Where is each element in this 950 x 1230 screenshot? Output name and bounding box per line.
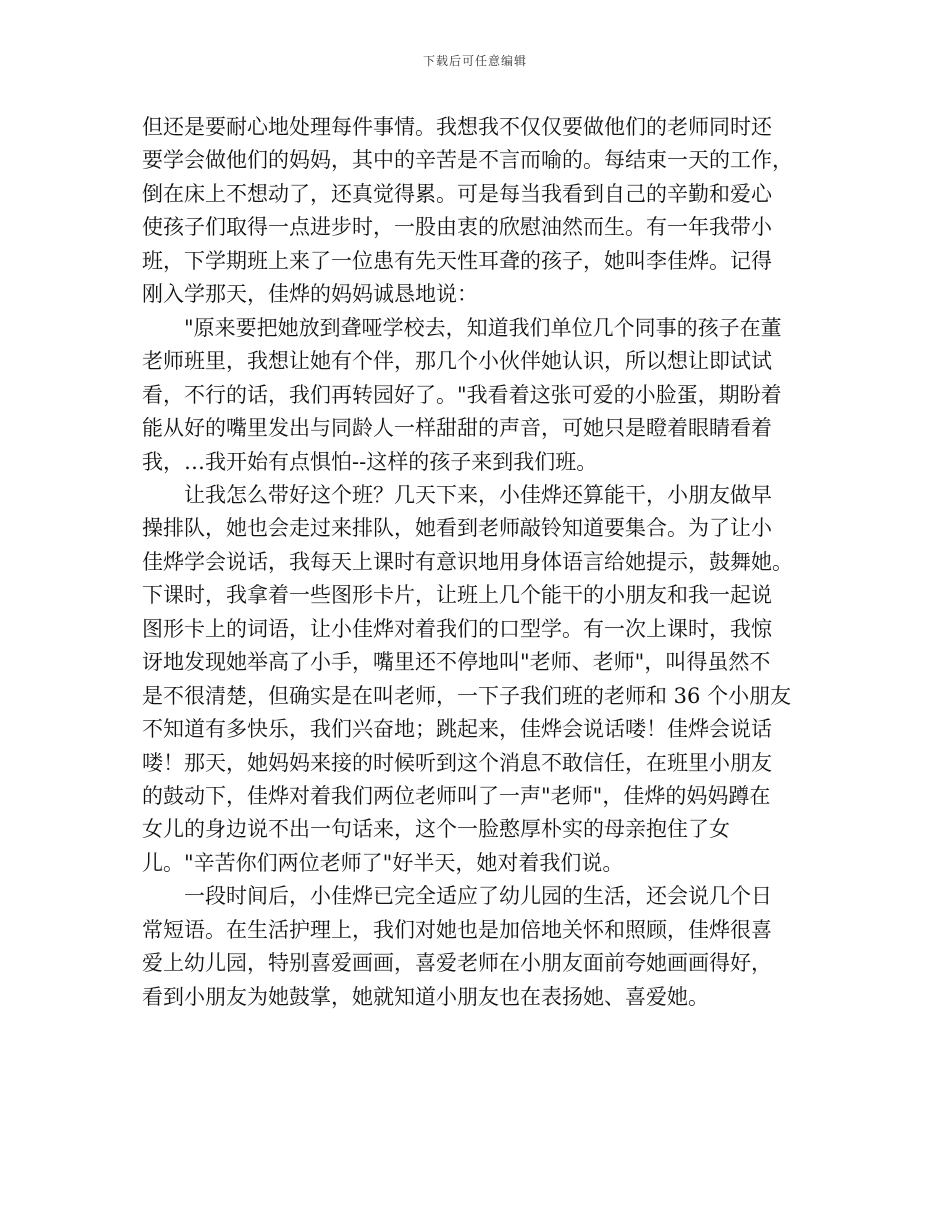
text-line: "原来要把她放到聋哑学校去，知道我们单位几个同事的孩子在董 [142,316,782,340]
text-line: 倒在床上不想动了，还真觉得累。可是每当我看到自己的辛勤和爱心 [142,182,772,206]
text-line: 儿。"辛苦你们两位老师了"好半天，她对着我们说。 [142,851,624,875]
text-line: 班，下学期班上来了一位患有先天性耳聋的孩子，她叫李佳烨。记得 [142,249,772,273]
page-header: 下载后可任意编辑 [422,54,527,68]
text-line: 的鼓动下，佳烨对着我们两位老师叫了一声"老师"，佳烨的妈妈蹲在 [142,784,771,808]
text-line: 一段时间后，小佳烨已完全适应了幼儿园的生活，还会说几个日 [142,884,772,908]
text-line: 下课时，我拿着一些图形卡片，让班上几个能干的小朋友和我一起说 [142,583,772,607]
text-line: 讶地发现她举高了小手，嘴里还不停地叫"老师、老师"，叫得虽然不 [142,650,771,674]
text-line: 老师班里，我想让她有个伴，那几个小伙伴她认识，所以想让即试试 [142,349,772,373]
text-line: 图形卡上的词语，让小佳烨对着我们的口型学。有一次上课时，我惊 [142,617,772,641]
text-line: 不知道有多快乐，我们兴奋地；跳起来，佳烨会说话喽！佳烨会说话 [142,717,772,741]
text-line: 爱上幼儿园，特别喜爱画画，喜爱老师在小朋友面前夸她画画得好， [142,951,772,975]
text-line: 使孩子们取得一点进步时，一股由衷的欣慰油然而生。有一年我带小 [142,215,772,239]
text-line: 操排队，她也会走过来排队，她看到老师敲铃知道要集合。为了让小 [142,516,772,540]
text-line: 要学会做他们的妈妈，其中的辛苦是不言而喻的。每结束一天的工作， [142,148,793,172]
text-line: 喽！那天，她妈妈来接的时候听到这个消息不敢信任，在班里小朋友 [142,751,772,775]
text-line: 是不很清楚，但确实是在叫老师，一下子我们班的老师和 36 个小朋友 [142,684,792,708]
text-line: 女儿的身边说不出一句话来，这个一脸憨厚朴实的母亲抱住了女 [142,817,730,841]
text-line: 看，不行的话，我们再转园好了。"我看着这张可爱的小脸蛋，期盼着 [142,383,782,407]
text-line: 看到小朋友为她鼓掌，她就知道小朋友也在表扬她、喜爱她。 [142,985,709,1009]
text-line: 常短语。在生活护理上，我们对她也是加倍地关怀和照顾，佳烨很喜 [142,918,772,942]
text-line: 佳烨学会说话，我每天上课时有意识地用身体语言给她提示，鼓舞她。 [142,550,793,574]
text-line: 我，…我开始有点惧怕--这样的孩子来到我们班。 [142,450,598,474]
text-line: 能从好的嘴里发出与同龄人一样甜甜的声音，可她只是瞪着眼睛看着 [142,416,772,440]
text-line: 刚入学那天，佳烨的妈妈诚恳地说： [142,282,478,306]
text-line: 让我怎么带好这个班？几天下来，小佳烨还算能干，小朋友做早 [142,483,772,507]
text-line: 但还是要耐心地处理每件事情。我想我不仅仅要做他们的老师同时还 [142,115,772,139]
